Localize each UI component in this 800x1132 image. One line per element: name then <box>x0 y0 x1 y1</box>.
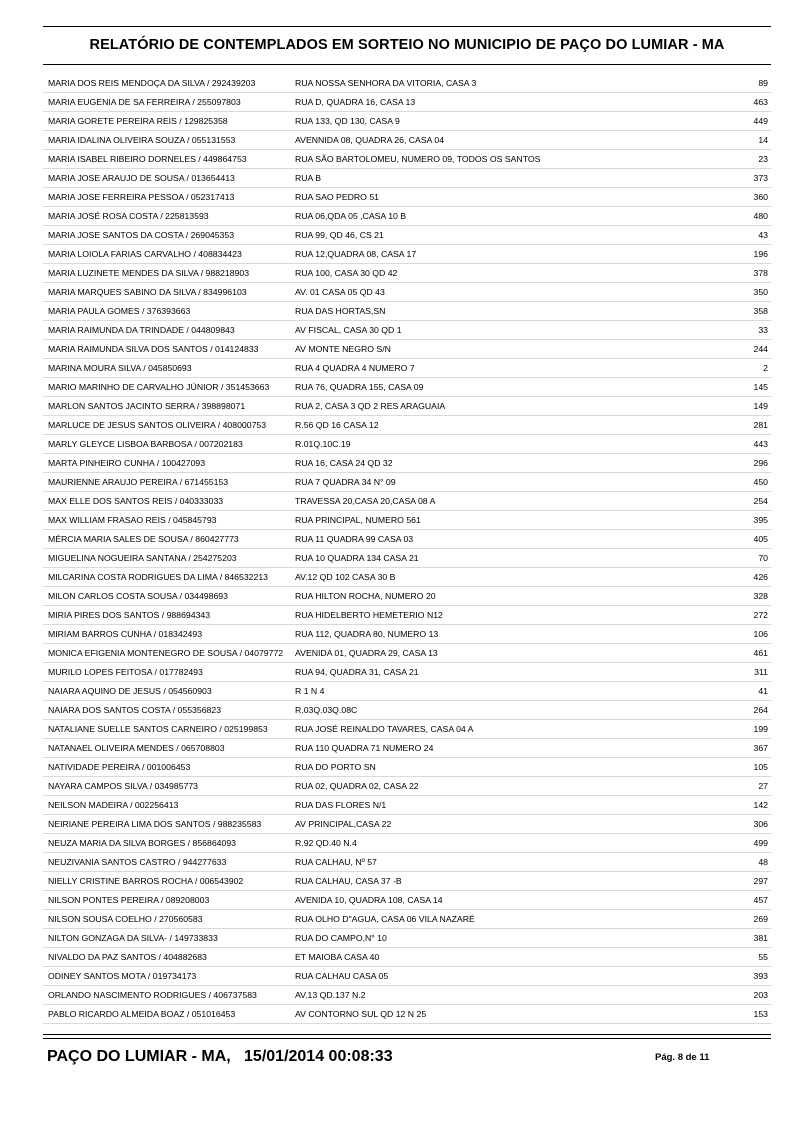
table-row <box>43 435 771 454</box>
header-rule <box>43 64 771 65</box>
draw-number: 350 <box>753 287 768 297</box>
contemplated-name: NATALIANE SUELLE SANTOS CARNEIRO / 025199853 <box>48 724 268 734</box>
footer-rule-top <box>43 1034 771 1035</box>
table-row <box>43 739 771 758</box>
draw-number: 450 <box>753 477 768 487</box>
draw-number: 480 <box>753 211 768 221</box>
table-row <box>43 549 771 568</box>
draw-number: 142 <box>753 800 768 810</box>
contemplated-address: RUA HILTON ROCHA, NUMERO 20 <box>295 591 436 601</box>
table-row <box>43 663 771 682</box>
draw-number: 281 <box>753 420 768 430</box>
contemplated-name: NEUZIVANIA SANTOS CASTRO / 944277633 <box>48 857 227 867</box>
draw-number: 499 <box>753 838 768 848</box>
table-row <box>43 872 771 891</box>
contemplated-address: RUA D, QUADRA 16, CASA 13 <box>295 97 416 107</box>
draw-number: 153 <box>753 1009 768 1019</box>
draw-number: 426 <box>753 572 768 582</box>
contemplated-address: RUA PRINCIPAL, NUMERO 561 <box>295 515 421 525</box>
draw-number: 106 <box>753 629 768 639</box>
contemplated-name: PABLO RICARDO ALMEIDA BOAZ / 051016453 <box>48 1009 236 1019</box>
top-rule <box>43 26 771 27</box>
table-row <box>43 853 771 872</box>
contemplated-address: RUA 10 QUADRA 134 CASA 21 <box>295 553 419 563</box>
contemplated-name: MARIA PAULA GOMES / 376393663 <box>48 306 191 316</box>
contemplated-name: MIRIA PIRES DOS SANTOS / 988694343 <box>48 610 211 620</box>
table-row <box>43 131 771 150</box>
contemplated-address: ET MAIOBA CASA 40 <box>295 952 380 962</box>
contemplated-address: RUA DAS FLORES N/1 <box>295 800 387 810</box>
table-row <box>43 511 771 530</box>
contemplated-name: ORLANDO NASCIMENTO RODRIGUES / 406737583 <box>48 990 257 1000</box>
contemplated-address: RUA NOSSA SENHORA DA VITORIA, CASA 3 <box>295 78 477 88</box>
contemplated-address: RUA 100, CASA 30 QD 42 <box>295 268 398 278</box>
draw-number: 449 <box>753 116 768 126</box>
table-row <box>43 986 771 1005</box>
table-row <box>43 321 771 340</box>
contemplated-name: NAIARA DOS SANTOS COSTA / 055356823 <box>48 705 222 715</box>
table-row <box>43 473 771 492</box>
draw-number: 48 <box>758 857 768 867</box>
contemplated-address: RUA 76, QUADRA 155, CASA 09 <box>295 382 424 392</box>
contemplated-address: RUA 99, QD 46, CS 21 <box>295 230 384 240</box>
contemplated-name: NEILSON MADEIRA / 002256413 <box>48 800 179 810</box>
draw-number: 461 <box>753 648 768 658</box>
contemplated-address: AV CONTORNO SUL QD 12 N 25 <box>295 1009 427 1019</box>
contemplated-name: NILSON SOUSA COELHO / 270560583 <box>48 914 203 924</box>
contemplated-address: AV.13 QD.137 N.2 <box>295 990 366 1000</box>
draw-number: 378 <box>753 268 768 278</box>
draw-number: 196 <box>753 249 768 259</box>
table-row <box>43 226 771 245</box>
contemplated-list <box>43 74 771 1024</box>
table-row <box>43 283 771 302</box>
draw-number: 2 <box>763 363 768 373</box>
contemplated-name: MARIA EUGENIA DE SA FERREIRA / 255097803 <box>48 97 241 107</box>
table-row <box>43 169 771 188</box>
contemplated-name: MURILO LOPES FEITOSA / 017782493 <box>48 667 203 677</box>
contemplated-name: MARLY GLEYCE LISBOA BARBOSA / 007202183 <box>48 439 243 449</box>
contemplated-address: AV FISCAL, CASA 30 QD 1 <box>295 325 402 335</box>
contemplated-address: RUA OLHO D"AGUA, CASA 06 VILA NAZARÉ <box>295 914 475 924</box>
contemplated-address: R.92 QD.40 N.4 <box>295 838 357 848</box>
table-row <box>43 112 771 131</box>
draw-number: 297 <box>753 876 768 886</box>
contemplated-name: NATANAEL OLIVEIRA MENDES / 065708803 <box>48 743 225 753</box>
contemplated-name: NATIVIDADE PEREIRA / 001006453 <box>48 762 191 772</box>
contemplated-address: RUA JOSÉ REINALDO TAVARES, CASA 04 A <box>295 724 474 734</box>
draw-number: 358 <box>753 306 768 316</box>
draw-number: 367 <box>753 743 768 753</box>
contemplated-name: MARIA GORETE PEREIRA REIS / 129825358 <box>48 116 228 126</box>
contemplated-address: AV.12 QD 102 CASA 30 B <box>295 572 396 582</box>
table-row <box>43 454 771 473</box>
contemplated-address: AVENIDA 01, QUADRA 29, CASA 13 <box>295 648 438 658</box>
contemplated-address: AV MONTE NEGRO S/N <box>295 344 391 354</box>
contemplated-name: MARIA IDALINA OLIVEIRA SOUZA / 055131553 <box>48 135 236 145</box>
draw-number: 463 <box>753 97 768 107</box>
table-row <box>43 207 771 226</box>
contemplated-name: MILCARINA COSTA RODRIGUES DA LIMA / 846532213 <box>48 572 269 582</box>
draw-number: 395 <box>753 515 768 525</box>
table-row <box>43 378 771 397</box>
draw-number: 27 <box>758 781 768 791</box>
contemplated-name: MARIO MARINHO DE CARVALHO JÚNIOR / 351453663 <box>48 382 270 392</box>
table-row <box>43 150 771 169</box>
table-row <box>43 606 771 625</box>
table-row <box>43 834 771 853</box>
contemplated-address: RUA 112, QUADRA 80, NUMERO 13 <box>295 629 439 639</box>
table-row <box>43 777 771 796</box>
contemplated-name: MIGUELINA NOGUEIRA SANTANA / 254275203 <box>48 553 237 563</box>
table-row <box>43 682 771 701</box>
contemplated-address: RUA 110 QUADRA 71 NUMERO 24 <box>295 743 434 753</box>
contemplated-address: AVENIDA 10, QUADRA 108, CASA 14 <box>295 895 443 905</box>
contemplated-name: MARTA PINHEIRO CUNHA / 100427093 <box>48 458 206 468</box>
contemplated-name: MARINA MOURA SILVA / 045850693 <box>48 363 192 373</box>
contemplated-name: MARIA LUZINETE MENDES DA SILVA / 988218903 <box>48 268 250 278</box>
contemplated-address: RUA 06,QDA 05 ,CASA 10 B <box>295 211 407 221</box>
contemplated-name: MAX WILLIAM FRASAO REIS / 045845793 <box>48 515 217 525</box>
contemplated-name: MILON CARLOS COSTA SOUSA / 034498693 <box>48 591 228 601</box>
contemplated-address: RUA 4 QUADRA 4 NUMERO 7 <box>295 363 415 373</box>
draw-number: 23 <box>758 154 768 164</box>
draw-number: 41 <box>758 686 768 696</box>
contemplated-address: RUA 94, QUADRA 31, CASA 21 <box>295 667 419 677</box>
table-row <box>43 568 771 587</box>
contemplated-name: NEIRIANE PEREIRA LIMA DOS SANTOS / 988235583 <box>48 819 262 829</box>
draw-number: 149 <box>753 401 768 411</box>
table-row <box>43 796 771 815</box>
draw-number: 244 <box>753 344 768 354</box>
draw-number: 328 <box>753 591 768 601</box>
table-row <box>43 967 771 986</box>
contemplated-address: R 1 N 4 <box>295 686 325 696</box>
draw-number: 269 <box>753 914 768 924</box>
table-row <box>43 302 771 321</box>
contemplated-name: MONICA EFIGENIA MONTENEGRO DE SOUSA / 04079772 <box>48 648 284 658</box>
draw-number: 405 <box>753 534 768 544</box>
contemplated-address: AV PRINCIPAL,CASA 22 <box>295 819 392 829</box>
draw-number: 306 <box>753 819 768 829</box>
contemplated-name: NILTON GONZAGA DA SILVA- / 149733833 <box>48 933 218 943</box>
draw-number: 89 <box>758 78 768 88</box>
contemplated-name: MÉRCIA MARIA SALES DE SOUSA / 860427773 <box>48 534 239 544</box>
contemplated-address: RUA 11 QUADRA 99 CASA 03 <box>295 534 414 544</box>
contemplated-address: R.03Q.03Q.08C <box>295 705 358 715</box>
contemplated-name: NIVALDO DA PAZ SANTOS / 404882683 <box>48 952 207 962</box>
contemplated-name: MARLON SANTOS JACINTO SERRA / 398898071 <box>48 401 246 411</box>
contemplated-address: RUA SÃO BARTOLOMEU, NUMERO 09, TODOS OS SANTOS <box>295 154 541 164</box>
contemplated-name: ODINEY SANTOS MOTA / 019734173 <box>48 971 197 981</box>
table-row <box>43 492 771 511</box>
draw-number: 145 <box>753 382 768 392</box>
table-row <box>43 948 771 967</box>
table-row <box>43 587 771 606</box>
table-row <box>43 891 771 910</box>
contemplated-address: RUA DO CAMPO,N° 10 <box>295 933 387 943</box>
contemplated-address: RUA 12,QUADRA 08, CASA 17 <box>295 249 417 259</box>
page-number: Pág. 8 de 11 <box>655 1052 710 1063</box>
table-row <box>43 416 771 435</box>
contemplated-address: RUA CALHAU, CASA 37 -B <box>295 876 402 886</box>
contemplated-address: RUA SAO PEDRO 51 <box>295 192 380 202</box>
table-row <box>43 644 771 663</box>
contemplated-address: RUA CALHAU CASA 05 <box>295 971 389 981</box>
table-row <box>43 188 771 207</box>
contemplated-name: NAYARA CAMPOS SILVA / 034985773 <box>48 781 199 791</box>
table-row <box>43 758 771 777</box>
report-title: RELATÓRIO DE CONTEMPLADOS EM SORTEIO NO MUNICIPIO DE PAÇO DO LUMIAR - MA <box>89 37 725 53</box>
contemplated-name: NILSON PONTES PEREIRA / 089208003 <box>48 895 210 905</box>
table-row <box>43 929 771 948</box>
table-row <box>43 701 771 720</box>
contemplated-name: MARIA MARQUES SABINO DA SILVA / 834996103 <box>48 287 247 297</box>
contemplated-address: RUA CALHAU, Nº 57 <box>295 857 377 867</box>
table-row <box>43 93 771 112</box>
contemplated-address: RUA HIDELBERTO HEMETERIO N12 <box>295 610 443 620</box>
contemplated-address: RUA 02, QUADRA 02, CASA 22 <box>295 781 419 791</box>
draw-number: 55 <box>758 952 768 962</box>
table-row <box>43 245 771 264</box>
draw-number: 311 <box>754 667 768 677</box>
contemplated-name: MARIA JOSE ARAUJO DE SOUSA / 013654413 <box>48 173 235 183</box>
draw-number: 393 <box>753 971 768 981</box>
draw-number: 296 <box>753 458 768 468</box>
contemplated-name: MAX ELLE DOS SANTOS REIS / 040333033 <box>48 496 224 506</box>
draw-number: 254 <box>753 496 768 506</box>
contemplated-name: MARIA ISABEL RIBEIRO DORNELES / 449864753 <box>48 154 247 164</box>
table-row <box>43 1005 771 1024</box>
contemplated-address: RUA 7 QUADRA 34 N° 09 <box>295 477 396 487</box>
draw-number: 457 <box>753 895 768 905</box>
contemplated-name: MARIA JOSE SANTOS DA COSTA / 269045353 <box>48 230 235 240</box>
draw-number: 43 <box>758 230 768 240</box>
contemplated-name: MIRIAM BARROS CUNHA / 018342493 <box>48 629 203 639</box>
contemplated-address: AV. 01 CASA 05 QD 43 <box>295 287 385 297</box>
footer-rule-bottom <box>43 1038 771 1039</box>
contemplated-address: RUA 2, CASA 3 QD 2 RES ARAGUAIA <box>295 401 446 411</box>
table-row <box>43 815 771 834</box>
contemplated-address: AVENNIDA 08, QUADRA 26, CASA 04 <box>295 135 445 145</box>
contemplated-name: MARIA RAIMUNDA SILVA DOS SANTOS / 014124833 <box>48 344 259 354</box>
table-row <box>43 397 771 416</box>
table-row <box>43 359 771 378</box>
contemplated-address: RUA 16, CASA 24 QD 32 <box>295 458 393 468</box>
contemplated-address: R.56 QD 16 CASA 12 <box>295 420 379 430</box>
draw-number: 70 <box>758 553 768 563</box>
table-row <box>43 264 771 283</box>
draw-number: 272 <box>753 610 768 620</box>
draw-number: 381 <box>753 933 768 943</box>
contemplated-name: MARIA DOS REIS MENDOÇA DA SILVA / 292439203 <box>48 78 256 88</box>
contemplated-address: R.01Q.10C.19 <box>295 439 351 449</box>
contemplated-address: RUA 133, QD 130, CASA 9 <box>295 116 400 126</box>
contemplated-address: TRAVESSA 20,CASA 20,CASA 08 A <box>295 496 436 506</box>
contemplated-name: MAURIENNE ARAUJO PEREIRA / 671455153 <box>48 477 229 487</box>
draw-number: 199 <box>753 724 768 734</box>
draw-number: 264 <box>753 705 768 715</box>
contemplated-name: NAIARA AQUINO DE JESUS / 054560903 <box>48 686 212 696</box>
contemplated-name: NIELLY CRISTINE BARROS ROCHA / 006543902 <box>48 876 244 886</box>
table-row <box>43 910 771 929</box>
contemplated-address: RUA DAS HORTAS,SN <box>295 306 386 316</box>
contemplated-name: MARIA LOIOLA FARIAS CARVALHO / 408834423 <box>48 249 242 259</box>
contemplated-address: RUA DO PORTO SN <box>295 762 376 772</box>
contemplated-name: NEUZA MARIA DA SILVA BORGES / 856864093 <box>48 838 236 848</box>
draw-number: 360 <box>753 192 768 202</box>
draw-number: 33 <box>758 325 768 335</box>
table-row <box>43 625 771 644</box>
table-row <box>43 74 771 93</box>
draw-number: 105 <box>753 762 768 772</box>
contemplated-name: MARIA JOSÉ ROSA COSTA / 225813593 <box>48 211 209 221</box>
contemplated-name: MARIA JOSE FERREIRA PESSOA / 052317413 <box>48 192 235 202</box>
contemplated-address: RUA B <box>295 173 322 183</box>
table-row <box>43 720 771 739</box>
draw-number: 373 <box>753 173 768 183</box>
contemplated-name: MARLUCE DE JESUS SANTOS OLIVEIRA / 408000753 <box>48 420 267 430</box>
table-row <box>43 530 771 549</box>
draw-number: 203 <box>753 990 768 1000</box>
draw-number: 443 <box>753 439 768 449</box>
table-row <box>43 340 771 359</box>
draw-number: 14 <box>758 135 768 145</box>
footer-city-date: PAÇO DO LUMIAR - MA, 15/01/2014 00:08:33 <box>47 1048 393 1065</box>
contemplated-name: MARIA RAIMUNDA DA TRINDADE / 044809843 <box>48 325 235 335</box>
